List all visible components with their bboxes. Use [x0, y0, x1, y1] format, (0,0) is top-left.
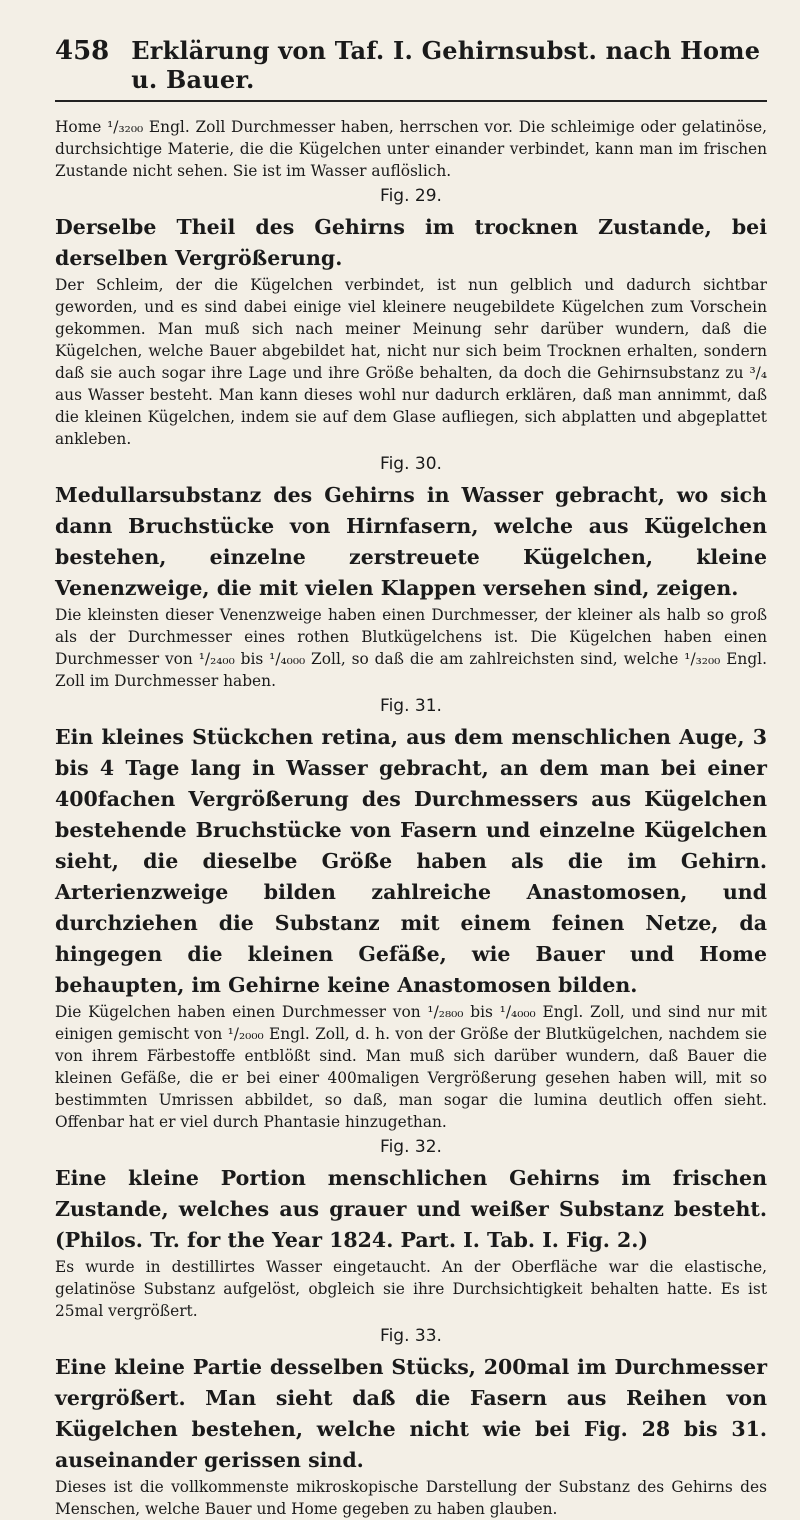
figure-text: Es wurde in destillirtes Wasser eingetaucht. An der Oberfläche war die elastische, gelatinöse Substanz aufgelöst, obgleich sie ihre Durchsichtigkeit behalten hatte. Es ist 25mal vergrößert.	[55, 1258, 767, 1320]
figure-text: Die Kügelchen haben einen Durchmesser von ¹/₂₈₀₀ bis ¹/₄₀₀₀ Engl. Zoll, und sind nur mit einigen gemischt von ¹/₂₀₀₀ Engl. Zoll, d. h. von der Größe der Blutkügelchen, nachdem sie von ihrem Färbestoffe entblößt sind. Man muß sich darüber wundern, daß Bauer die kleinen Gefäße, die er bei einer 400maligen Vergrößerung gesehen haben will, mit so bestimmten Umrissen abbildet, so daß, man sogar die lumina deutlich offen sieht. Offenbar hat er viel durch Phantasie hinzugethan.	[55, 1003, 767, 1131]
intro-paragraph: Home ¹/₃₂₀₀ Engl. Zoll Durchmesser haben, herrschen vor. Die schleimige oder gelatinöse, durchsichtige Materie, die die Kügelchen unter einander verbindet, kann man im frischen Zustande nicht sehen. Sie ist im Wasser auflöslich.	[55, 118, 767, 180]
section-fig-32	[55, 1137, 767, 1322]
section-fig-31	[55, 696, 767, 1133]
figure-label: Fig. 33.	[380, 1326, 442, 1346]
figure-heading: Eine kleine Partie desselben Stücks, 200mal im Durchmesser vergrößert. Man sieht daß die Fasern aus Reihen von Kügelchen bestehen, welche nicht wie bei Fig. 28 bis 31. auseinander gerissen sind.	[55, 1355, 767, 1472]
section-fig-28-cont	[55, 116, 767, 450]
figure-text: Die kleinsten dieser Venenzweige haben einen Durchmesser, der kleiner als halb so groß als der Durchmesser eines rothen Blutkügelchens ist. Die Kügelchen haben einen Durchmesser von ¹/₂₄₀₀ bis ¹/₄₀₀₀ Zoll, so daß die am zahlreichsten sind, welche ¹/₃₂₀₀ Engl. Zoll im Durchmesser haben.	[55, 606, 767, 690]
book-page	[55, 36, 767, 1520]
page-number: 458	[55, 36, 110, 66]
figure-label: Fig. 29.	[380, 186, 442, 206]
figure-label: Fig. 31.	[380, 696, 442, 716]
figure-heading: Medullarsubstanz des Gehirns in Wasser gebracht, wo sich dann Bruchstücke von Hirnfasern, welche aus Kügelchen bestehen, einzelne zerstreuete Kügelchen, kleine Venenzweige, die mit vielen Klappen versehen sind, zeigen.	[55, 483, 767, 600]
figure-heading: Ein kleines Stückchen retina, aus dem menschlichen Auge, 3 bis 4 Tage lang in Wasser gebracht, an dem man bei einer 400fachen Vergrößerung des Durchmessers aus Kügelchen bestehende Bruchstücke von Fasern und einzelne Kügelchen sieht, die dieselbe Größe haben als die im Gehirn. Arterienzweige bilden zahlreiche Anastomosen, und durchziehen die Substanz mit einem feinen Netze, da hingegen die kleinen Gefäße, wie Bauer und Home behaupten, im Gehirne keine Anastomosen bilden.	[55, 725, 767, 997]
section-fig-33	[55, 1326, 767, 1520]
page-header	[55, 36, 767, 102]
running-title: Erklärung von Taf. I. Gehirnsubst. nach Home u. Bauer.	[131, 36, 761, 94]
figure-heading: Eine kleine Portion menschlichen Gehirns im frischen Zustande, welches aus grauer und weißer Substanz besteht. (Philos. Tr. for the Year 1824. Part. I. Tab. I. Fig. 2.)	[55, 1166, 767, 1252]
figure-text: Dieses ist die vollkommenste mikroskopische Darstellung der Substanz des Gehirns des Menschen, welche Bauer und Home gegeben zu haben glauben.	[55, 1478, 767, 1518]
figure-text: Der Schleim, der die Kügelchen verbindet, ist nun gelblich und dadurch sichtbar geworden, und es sind dabei einige viel kleinere neugebildete Kügelchen zum Vorschein gekommen. Man muß sich nach meiner Meinung sehr darüber wundern, daß die Kügelchen, welche Bauer abgebildet hat, nicht nur sich beim Trocknen erhalten, sondern daß sie auch sogar ihre Lage und ihre Größe behalten, da doch die Gehirnsubstanz zu ³/₄ aus Wasser besteht. Man kann dieses wohl nur dadurch erklären, daß man annimmt, daß die kleinen Kügelchen, indem sie auf dem Glase aufliegen, sich abplatten und abgeplattet ankleben.	[55, 276, 767, 448]
section-fig-30	[55, 454, 767, 692]
figure-label: Fig. 32.	[380, 1137, 442, 1157]
figure-heading: Derselbe Theil des Gehirns im trocknen Zustande, bei derselben Vergrößerung.	[55, 215, 767, 270]
figure-label: Fig. 30.	[380, 454, 442, 474]
